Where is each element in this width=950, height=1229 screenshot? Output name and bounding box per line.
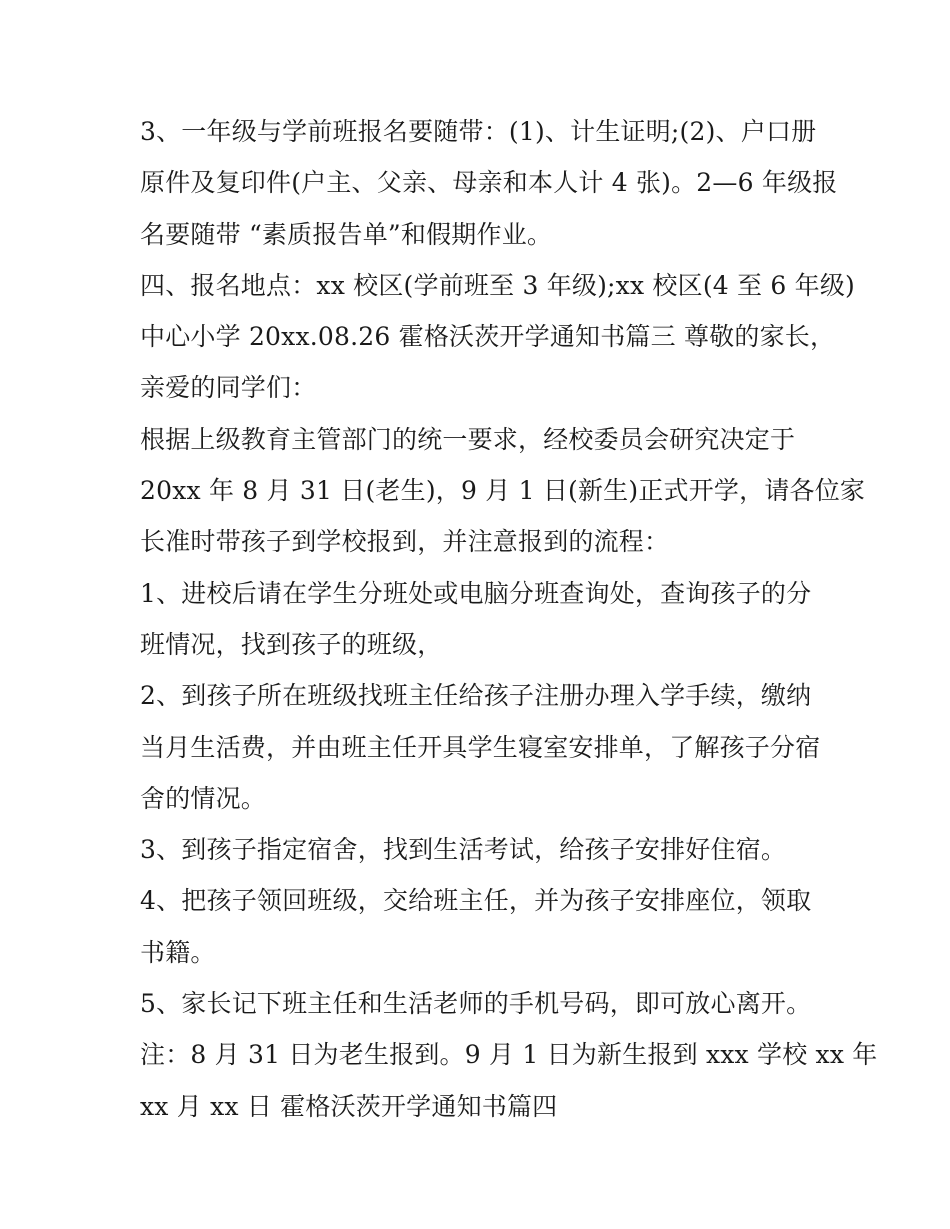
text-line-4: 四、报名地点：xx 校区(学前班至 3 年级);xx 校区(4 至 6 年级) xyxy=(140,270,855,300)
text-line-2: 原件及复印件(户主、父亲、母亲和本人计 4 张)。2—6 年级报 xyxy=(140,168,838,198)
text-line-6: 亲爱的同学们： xyxy=(140,373,317,403)
text-line-8: 20xx 年 8 月 31 日(老生)，9 月 1 日(新生)正式开学，请各位家 xyxy=(140,476,866,506)
text-line-3: 名要随带 “素质报告单”和假期作业。 xyxy=(140,219,553,249)
text-line-9: 长准时带孩子到学校报到，并注意报到的流程： xyxy=(140,527,670,557)
text-line-10: 1、进校后请在学生分班处或电脑分班查询处，查询孩子的分 xyxy=(140,578,812,608)
text-line-18: 5、家长记下班主任和生活老师的手机号码，即可放心离开。 xyxy=(140,989,812,1019)
text-line-11: 班情况，找到孩子的班级， xyxy=(140,629,443,659)
text-line-15: 3、到孩子指定宿舍，找到生活考试，给孩子安排好住宿。 xyxy=(140,835,787,865)
document-body xyxy=(140,106,878,1132)
text-line-5: 中心小学 20xx.08.26 霍格沃茨开学通知书篇三 尊敬的家长， xyxy=(140,322,836,352)
text-line-19: 注：8 月 31 日为老生报到。9 月 1 日为新生报到 xxx 学校 xx 年 xyxy=(140,1040,878,1070)
text-line-1: 3、一年级与学前班报名要随带：(1)、计生证明;(2)、户口册 xyxy=(140,117,817,146)
text-line-17: 书籍。 xyxy=(140,937,216,967)
text-line-20: xx 月 xx 日 霍格沃茨开学通知书篇四 xyxy=(140,1091,558,1121)
text-line-14: 舍的情况。 xyxy=(140,783,267,813)
text-line-7: 根据上级教育主管部门的统一要求，经校委员会研究决定于 xyxy=(140,424,796,454)
text-line-16: 4、把孩子领回班级，交给班主任，并为孩子安排座位，领取 xyxy=(140,886,812,916)
text-line-12: 2、到孩子所在班级找班主任给孩子注册办理入学手续，缴纳 xyxy=(140,681,812,711)
text-line-13: 当月生活费，并由班主任开具学生寝室安排单，了解孩子分宿 xyxy=(140,732,821,762)
